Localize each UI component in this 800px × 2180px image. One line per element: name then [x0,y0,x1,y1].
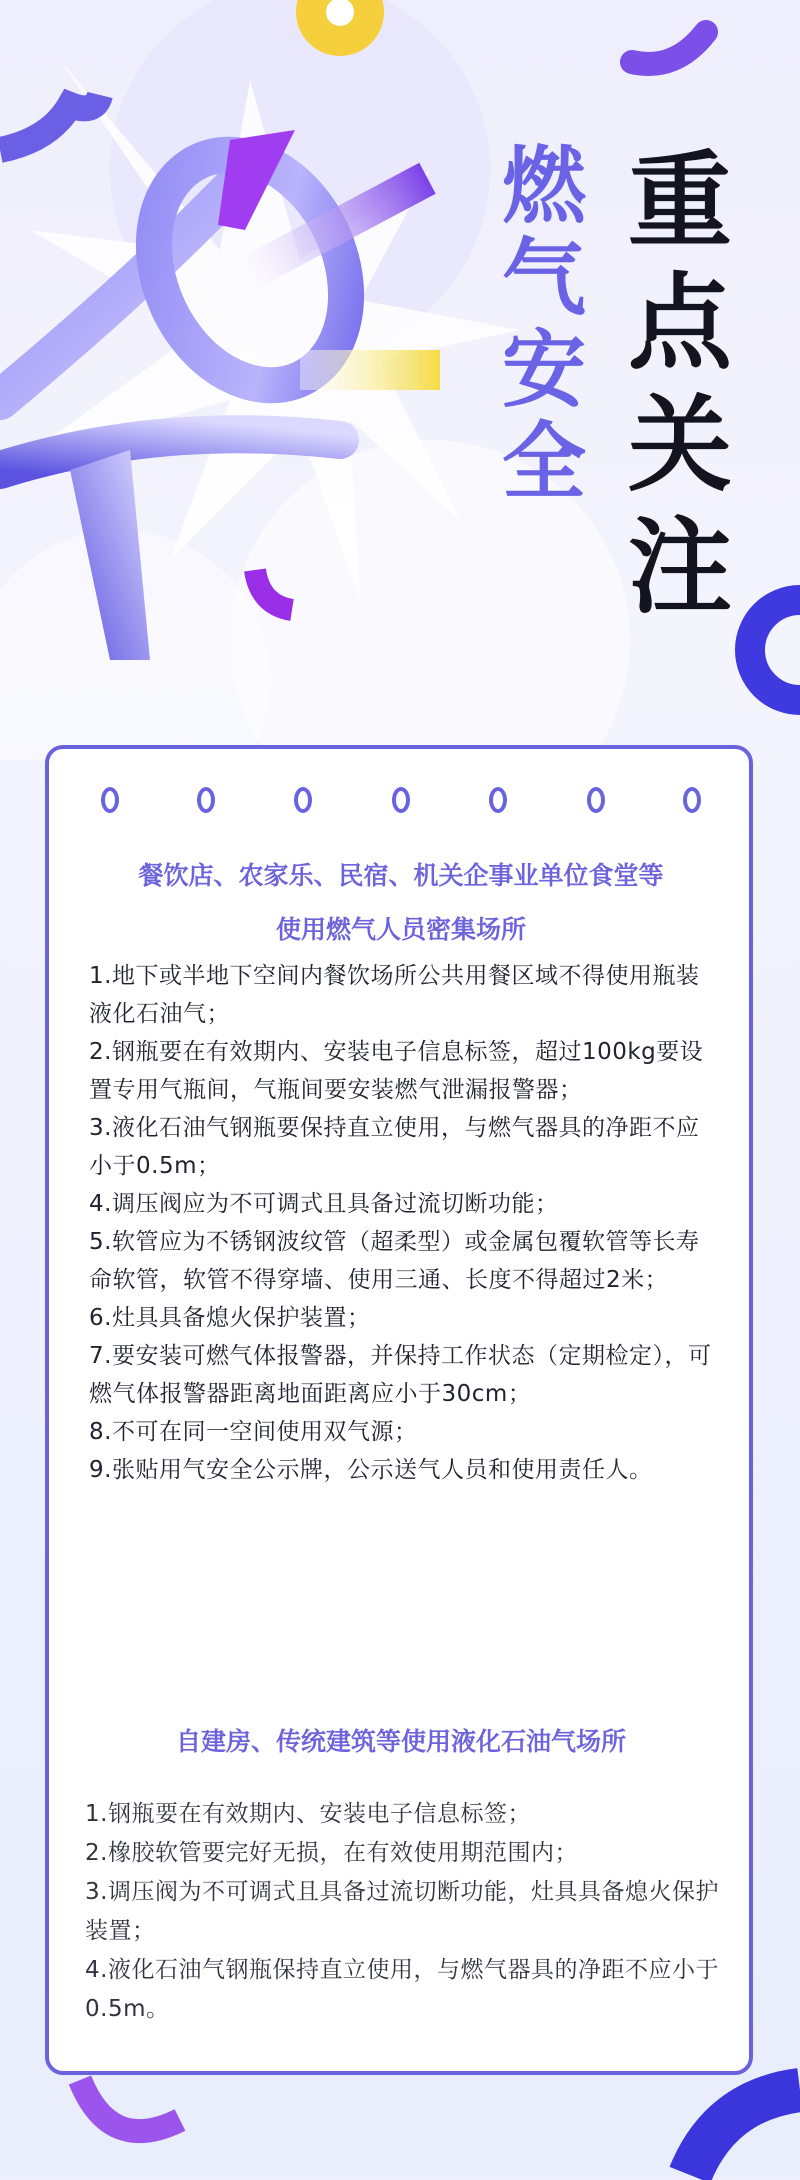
list-item: 3.液化石油气钢瓶要保持直立使用，与燃气器具的净距不应小于0.5m； [89,1115,700,1179]
binder-ring-icon [294,787,312,813]
title-main: 重点关注 [627,140,732,628]
list-item: 2.钢瓶要在有效期内、安装电子信息标签，超过100kg要设置专用气瓶间，气瓶间要安装燃气泄漏报警器； [89,1039,704,1103]
list-item: 4.液化石油气钢瓶保持直立使用，与燃气器具的净距不应小于0.5m。 [85,1957,719,2022]
title-sub: 燃气安全 [501,137,586,511]
binder-ring-icon [587,787,605,813]
section1-title-line1: 餐饮店、农家乐、民宿、机关企事业单位食堂等 [138,861,664,890]
binder-ring-icon [489,787,507,813]
section2-list [85,1795,725,2029]
list-item: 2.橡胶软管要完好无损，在有效使用期范围内； [85,1840,578,1866]
list-item: 5.软管应为不锈钢波纹管（超柔型）或金属包覆软管等长寿命软管，软管不得穿墙、使用三通、长度不得超过2米； [89,1229,700,1293]
bottom-decoration [0,2060,800,2180]
list-item: 1.钢瓶要在有效期内、安装电子信息标签； [85,1801,531,1827]
list-item: 9.张贴用气安全公示牌，公示送气人员和使用责任人。 [89,1457,653,1483]
section1-list [89,957,719,1489]
binder-ring-icon [392,787,410,813]
section1-title-line2: 使用燃气人员密集场所 [275,915,526,944]
list-item: 8.不可在同一空间使用双气源； [89,1419,418,1445]
binder-ring-icon [683,787,701,813]
list-item: 7.要安装可燃气体报警器，并保持工作状态（定期检定），可燃气体报警器距离地面距离应小于30cm； [89,1343,712,1407]
section2-title: 自建房、传统建筑等使用液化石油气场所 [175,1727,626,1756]
binder-ring-icon [101,787,119,813]
info-card [45,745,753,2075]
binder-rings [49,787,749,827]
binder-ring-icon [197,787,215,813]
list-item: 6.灶具具备熄火保护装置； [89,1305,371,1331]
list-item: 4.调压阀应为不可调式且具备过流切断功能； [89,1191,559,1217]
list-item: 3.调压阀为不可调式且具备过流切断功能，灶具具备熄火保护装置； [85,1879,719,1944]
list-item: 1.地下或半地下空间内餐饮场所公共用餐区域不得使用瓶装液化石油气； [89,963,700,1027]
